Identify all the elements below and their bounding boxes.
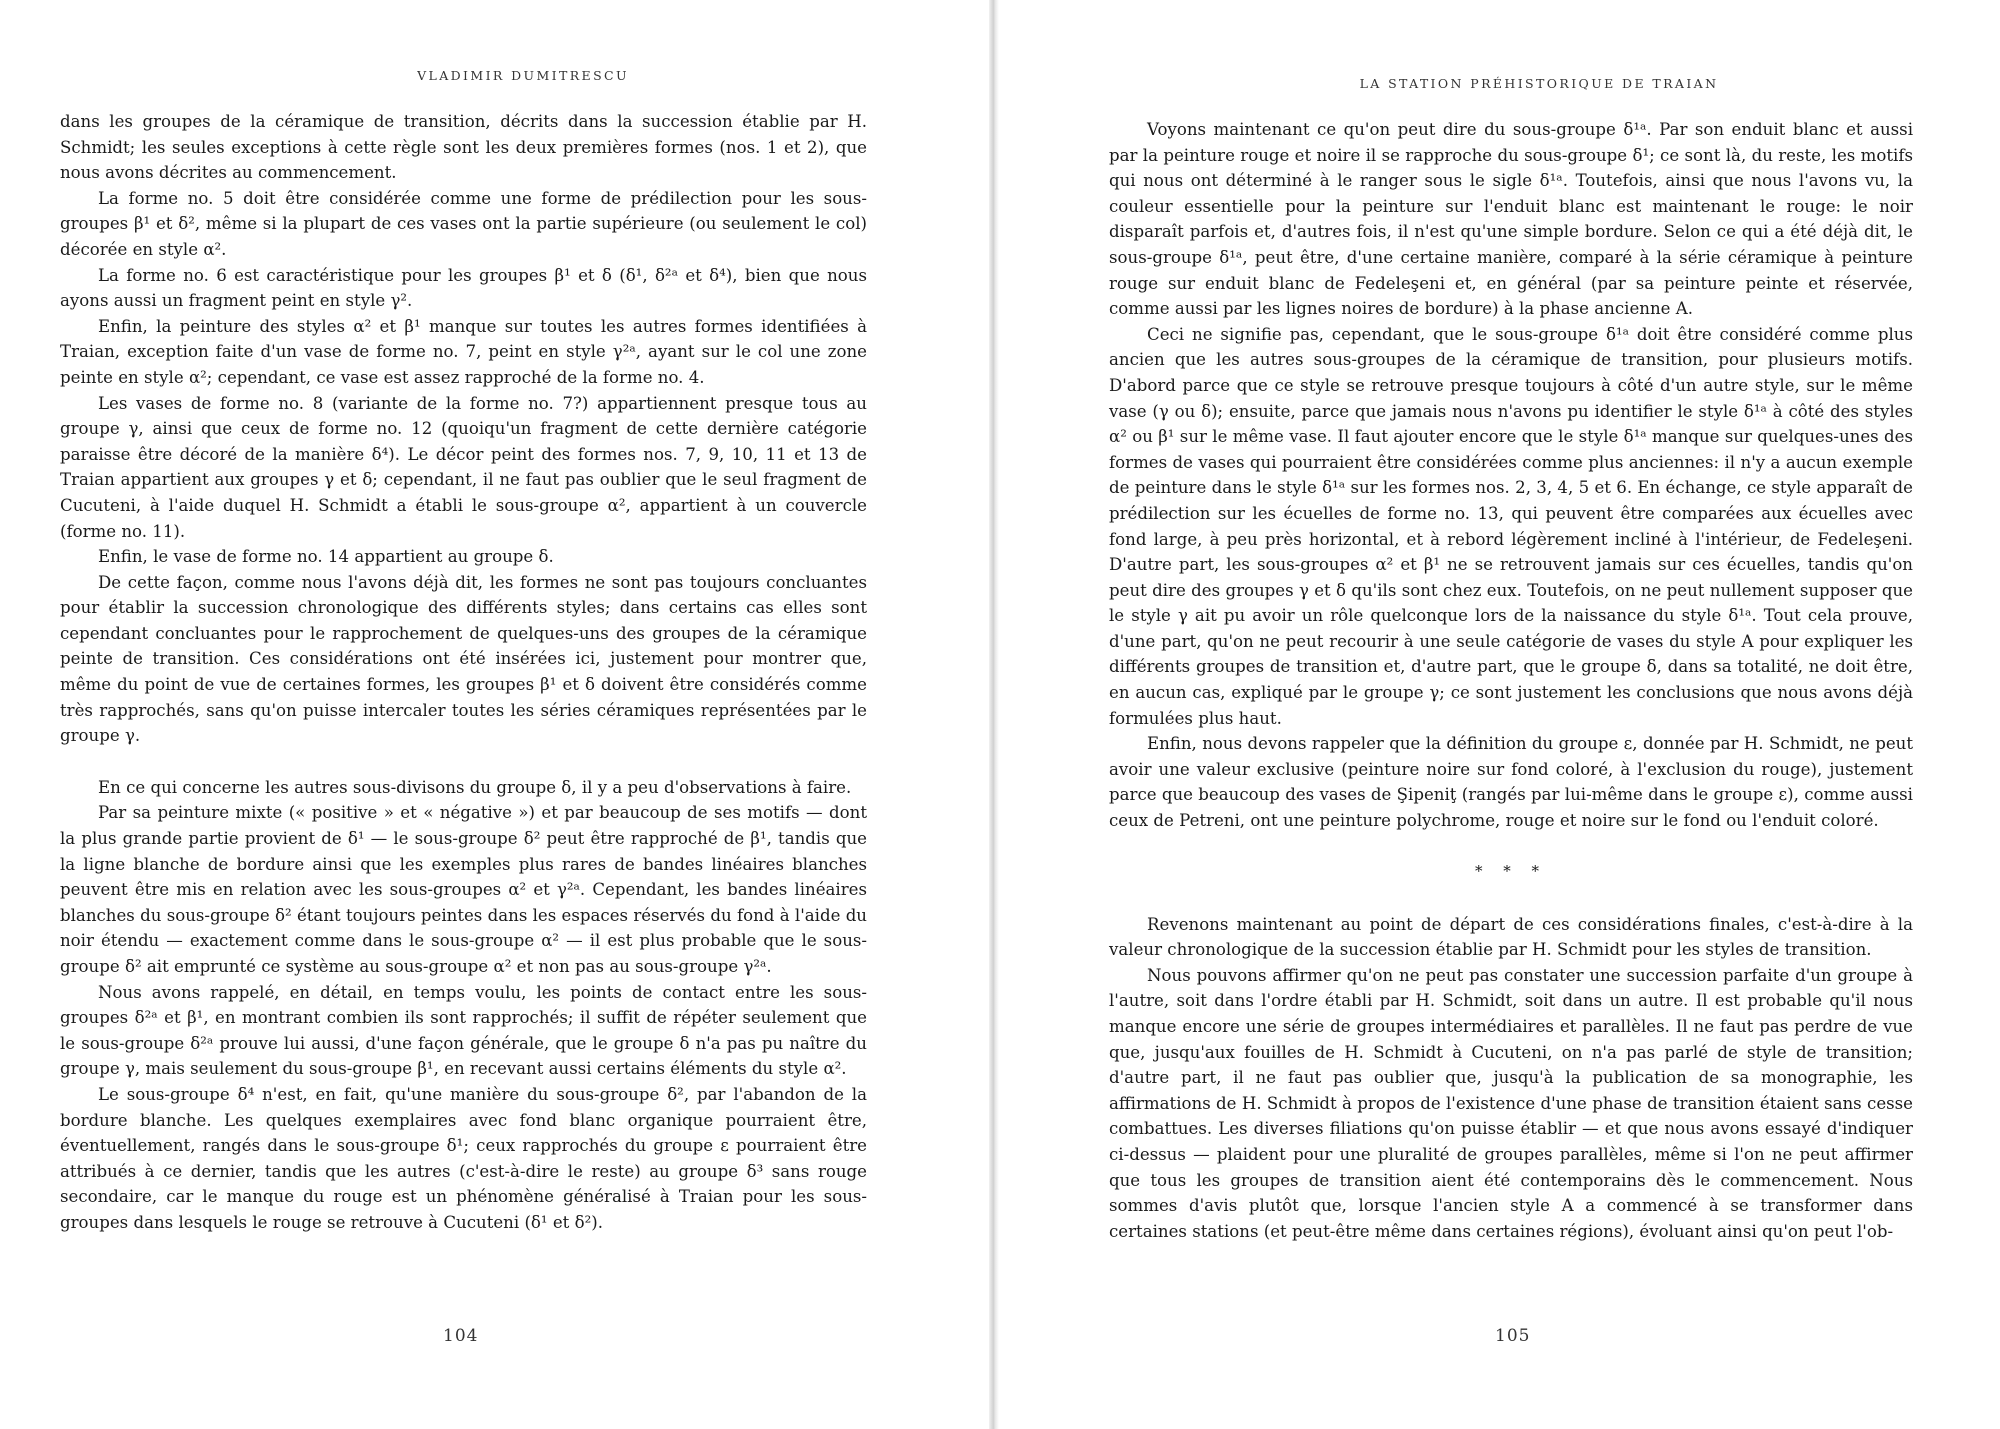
- paragraph: Nous pouvons affirmer qu'on ne peut pas constater une succession parfaite d'un groupe à l'autre, soit dans l'ordre établi par H. Schmidt, soit dans un autre. Il est probable qu'il nous manque encore une série de groupes intermédiaires et parallèles. Il ne faut pas perdre de vue que, jusqu'aux fouilles de H. Schmidt à Cucuteni, on n'a pas parlé de style de transition; d'autre part, il ne faut pas oublier que, jusqu'à la publication de sa monographie, les affirmations de H. Schmidt à propos de l'existence d'une phase de transition étaient sans cesse combattues. Les diverses filiations qu'on puisse établir — et que nous avons essayé d'indiquer ci-dessus — plaident pour une pluralité de groupes parallèles, même si l'on ne peut affirmer que tous les groupes de transition aient été contemporains dès le commencement. Nous sommes d'avis plutôt que, lorsque l'ancien style A a commencé à se transformer dans certaines stations (et peut-être même dans certaines régions), évoluant ainsi qu'on peut l'ob-: [1109, 965, 1913, 1241]
- right-page-body: [1109, 117, 1913, 1244]
- paragraph: Nous avons rappelé, en détail, en temps voulu, les points de contact entre les sous-groupes δ²ᵃ et β¹, en montrant combien ils sont rapprochés; il suffit de répéter seulement que le sous-groupe δ²ᵃ prouve lui aussi, d'une façon générale, que le groupe δ n'a pas pu naître du groupe γ, mais seulement du sous-groupe β¹, en recevant aussi certains éléments du style α².: [60, 982, 867, 1079]
- paragraph: Par sa peinture mixte (« positive » et « négative ») et par beaucoup de ses motifs — dont la plus grande partie provient de δ¹ — le sous-groupe δ² peut être rapproché de β¹, tandis que la ligne blanche de bordure ainsi que les exemples plus rares de bandes linéaires blanches peuvent être mis en relation avec les sous-groupes α² et γ²ᵃ. Cependant, les bandes linéaires blanches du sous-groupe δ² étant toujours peintes dans les espaces réservés du fond à l'aide du noir étendu — exactement comme dans le sous-groupe α² — il est plus probable que le sous-groupe δ² ait emprunté ce système au sous-groupe α² et non pas au sous-groupe γ²ᵃ.: [60, 803, 867, 976]
- paragraph: Enfin, nous devons rappeler que la définition du groupe ε, donnée par H. Schmidt, ne peut avoir une valeur exclusive (peinture noire sur fond coloré, à l'exclusion du rouge), justement parce que beaucoup des vases de Şipeniţ (rangés par lui-même dans le groupe ε), comme aussi ceux de Petreni, ont une peinture polychrome, rouge et noire sur le fond ou l'enduit coloré.: [1109, 734, 1913, 831]
- paragraph: Le sous-groupe δ⁴ n'est, en fait, qu'une manière du sous-groupe δ², par l'abandon de la bordure blanche. Les quelques exemplaires avec fond blanc organique pourraient être, éventuellement, rangés dans le sous-groupe δ¹; ceux rapprochés du groupe ε pourraient être attribués à ce dernier, tandis que les autres (c'est-à-dire le reste) au groupe δ³ sans rouge secondaire, car le manque du rouge est un phénomène généralisé à Traian pour les sous-groupes dans lesquels le rouge se retrouve à Cucuteni (δ¹ et δ²).: [60, 1084, 867, 1232]
- section-gap: [60, 749, 867, 775]
- left-page: [0, 0, 990, 1429]
- paragraph: De cette façon, comme nous l'avons déjà dit, les formes ne sont pas toujours concluantes pour établir la succession chronologique des différents styles; dans certains cas elles sont cependant concluantes pour le rapprochement de quelques-uns des groupes de la céramique peinte de transition. Ces considérations ont été insérées ici, justement pour montrer que, même du point de vue de certaines formes, les groupes β¹ et δ doivent être considérés comme très rapprochés, sans qu'on puisse intercaler toutes les séries céramiques représentées par le groupe γ.: [60, 572, 867, 746]
- left-page-body: [60, 109, 867, 1236]
- right-page: [990, 0, 2000, 1429]
- paragraph: La forme no. 5 doit être considérée comme une forme de prédilection pour les sous-groupes β¹ et δ², même si la plupart de ces vases ont la partie supérieure (ou seulement le col) décorée en style α².: [60, 188, 867, 259]
- paragraph: dans les groupes de la céramique de transition, décrits dans la succession établie par H. Schmidt; les seules exceptions à cette règle sont les deux premières formes (nos. 1 et 2), que nous avons décrites au commencement.: [60, 112, 867, 183]
- running-head-right: LA STATION PRÉHISTORIQUE DE TRAIAN: [1359, 76, 1719, 91]
- paragraph: La forme no. 6 est caractéristique pour les groupes β¹ et δ (δ¹, δ²ᵃ et δ⁴), bien que nous ayons aussi un fragment peint en style γ².: [60, 265, 867, 311]
- paragraph: Ceci ne signifie pas, cependant, que le sous-groupe δ¹ᵃ doit être considéré comme plus ancien que les autres sous-groupes de la céramique de transition, pour plusieurs motifs. D'abord parce que ce style se retrouve presque toujours à côté d'un autre style, sur le même vase (γ ou δ); ensuite, parce que jamais nous n'avons pu identifier le style δ¹ᵃ à côté des styles α² ou β¹ sur le même vase. Il faut ajouter encore que le style δ¹ᵃ manque sur quelques-unes des formes de vases qui pourraient être considérées comme plus anciennes: il n'y a aucun exemple de peinture dans le style δ¹ᵃ sur les formes nos. 2, 3, 4, 5 et 6. En échange, ce style apparaît de prédilection sur les écuelles de forme no. 13, qui peuvent être comparées aux écuelles avec fond large, à peu près horizontal, et à rebord légèrement incliné à l'intérieur, de Fedeleşeni. D'autre part, les sous-groupes α² et β¹ ne se retrouvent jamais sur ces écuelles, tandis qu'on peut dire des groupes γ et δ qu'ils sont chez eux. Toutefois, on ne peut nullement supposer que le style γ ait pu avoir un rôle quelconque lors de la naissance du style δ¹ᵃ. Tout cela prouve, d'une part, qu'on ne peut recourir à une seule catégorie de vases du style A pour expliquer les différents groupes de transition et, d'autre part, que le groupe δ, dans sa totalité, ne doit être, en aucun cas, expliqué par le groupe γ; ce sont justement les conclusions que nous avons déjà formulées plus haut.: [1109, 324, 1913, 728]
- paragraph: Enfin, la peinture des styles α² et β¹ manque sur toutes les autres formes identifiées à Traian, exception faite d'un vase de forme no. 7, peint en style γ²ᵃ, ayant sur le col une zone peinte en style α²; cependant, ce vase est assez rapproché de la forme no. 4.: [60, 316, 867, 387]
- paragraph: Enfin, le vase de forme no. 14 appartient au groupe δ.: [98, 547, 554, 567]
- page-number-left: 104: [443, 1326, 479, 1346]
- paragraph: Les vases de forme no. 8 (variante de la forme no. 7?) appartiennent presque tous au groupe γ, ainsi que ceux de forme no. 12 (quoiqu'un fragment de cette dernière catégorie paraisse être décoré de la manière δ⁴). Le décor peint des formes nos. 7, 9, 10, 11 et 13 de Traian appartient aux groupes γ et δ; cependant, il ne faut pas oublier que le seul fragment de Cucuteni, à l'aide duquel H. Schmidt a établi le sous-groupe α², appartient à un couvercle (forme no. 11).: [60, 393, 867, 541]
- paragraph: Voyons maintenant ce qu'on peut dire du sous-groupe δ¹ᵃ. Par son enduit blanc et aussi par la peinture rouge et noire il se rapproche du sous-groupe δ¹; ce sont là, du reste, les motifs qui nous ont déterminé à le ranger sous le sigle δ¹ᵃ. Toutefois, ainsi que nous l'avons vu, la couleur essentielle pour la peinture sur l'enduit blanc est maintenant le rouge: le noir disparaît parfois et, d'autres fois, il n'est qu'une simple bordure. Selon ce qui a été déjà dit, le sous-groupe δ¹ᵃ, peut être, d'une certaine manière, comparé à la série céramique à peinture rouge sur enduit blanc de Fedeleşeni et, en général (par sa peinture peinte et réservée, comme aussi par les lignes noires de bordure) à la phase ancienne A.: [1109, 120, 1913, 319]
- page-number-right: 105: [1495, 1326, 1531, 1346]
- paragraph: En ce qui concerne les autres sous-divisons du groupe δ, il y a peu d'observations à faire.: [98, 777, 852, 797]
- paragraph: Revenons maintenant au point de départ de ces considérations finales, c'est-à-dire à la valeur chronologique de la succession établie par H. Schmidt pour les styles de transition.: [1109, 914, 1913, 960]
- running-head-left: VLADIMIR DUMITRESCU: [417, 68, 629, 83]
- section-break: * * *: [1474, 861, 1548, 880]
